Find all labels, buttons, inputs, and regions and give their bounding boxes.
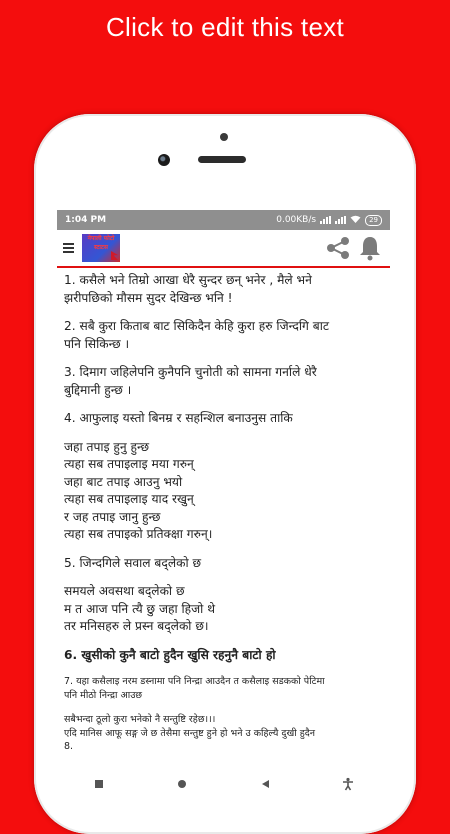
accessibility-icon[interactable] — [336, 772, 360, 796]
network-speed: 0.00KB/s — [276, 215, 317, 225]
status-line: त्यहा सब तपाइलाइ मया गरुन् — [64, 457, 194, 471]
status-line: पनि मीठो निन्द्रा आउछ — [64, 689, 143, 701]
signal-2-icon — [335, 216, 346, 224]
status-item-2[interactable] — [64, 318, 382, 353]
status-line: जहा बाट तपाइ आउनु भयो — [64, 474, 183, 489]
status-line: 4. आफुलाइ यस्तो बिनम्र र सहन्शिल बनाउनुस ताकि — [64, 411, 293, 425]
status-bar — [57, 210, 390, 230]
status-item-6[interactable] — [64, 647, 382, 665]
status-line: 3. दिमाग जहिलेपनि कुनैपनि चुनोती को सामना गर्नाले धेरै — [64, 365, 317, 379]
status-line: एदि मानिस आफू सङ्ग जे छ तेसैमा सन्तुष्ट हुने हो भने उ कहिल्यै दुखी हुदैन — [64, 727, 316, 739]
signal-icon — [320, 216, 331, 224]
status-line: 6. खुसीको कुनै बाटो हुदैन खुसि रहनुनै बाटो हो — [64, 647, 276, 662]
nepal-flag-icon — [111, 251, 118, 260]
status-line: 7. यहा कसैलाइ नरम डस्नामा पनि निन्द्रा आउदैन त कसैलाइ सडकको पेटिमा — [64, 676, 325, 687]
app-bar — [57, 230, 390, 268]
status-line: 1. कसैले भने तिम्रो आखा धेरै सुन्दर छन् भनेर , मैले भने — [64, 273, 312, 287]
status-line: समयले अवसथा बद्लेको छ — [64, 584, 185, 598]
status-line: तर मनिसहरु ले प्रस्न बद्लेको छ। — [64, 619, 209, 633]
status-line: त्यहा सब तपाइको प्रतिक्क्षा गरुन्। — [64, 527, 213, 541]
system-nav-bar — [57, 768, 390, 800]
status-item-3[interactable] — [64, 364, 382, 399]
status-line: सबैभन्दा ठूलो कुरा भनेको नै सन्तुष्टि रहेछ।।। — [64, 714, 216, 725]
status-item-4[interactable] — [64, 410, 382, 428]
back-icon[interactable] — [253, 772, 277, 796]
status-line: 2. सबै कुरा किताब बाट सिकिदैन केहि कुरा हरु जिन्दगि बाट — [64, 319, 330, 333]
sensor-icon — [220, 133, 228, 141]
status-list — [57, 268, 390, 754]
phone-screen — [57, 210, 390, 800]
status-line: 8. — [64, 741, 74, 752]
square-icon[interactable] — [87, 772, 111, 796]
camera-icon — [158, 154, 170, 166]
status-line: पनि सिकिन्छ । — [64, 336, 130, 351]
status-line: म त आज पनि त्यै छु जहा हिजो थे — [64, 601, 216, 616]
share-icon[interactable] — [324, 234, 352, 262]
wifi-icon — [350, 215, 361, 226]
status-line: 5. जिन्दगिले सवाल बद्लेको छ — [64, 555, 202, 570]
app-logo[interactable] — [82, 234, 120, 262]
app-logo-text: नेपाली फोटो स्टाटस — [87, 235, 115, 251]
battery-icon: 29 — [365, 215, 382, 226]
speaker-grille — [198, 156, 246, 163]
status-item-1[interactable] — [64, 272, 382, 307]
status-line: झरीपछिको मौसम सुदर देखिन्छ भनि ! — [64, 290, 233, 305]
status-item-5[interactable] — [64, 555, 382, 573]
status-item-7[interactable] — [64, 675, 382, 702]
status-line: बुद्दिमानी हुन्छ । — [64, 382, 132, 397]
promo-title[interactable]: Click to edit this text — [105, 12, 345, 42]
status-line: जहा तपाइ हुनु हुन्छ — [64, 439, 150, 454]
status-line: र जह तपाइ जानु हुन्छ — [64, 509, 161, 524]
status-time: 1:04 PM — [65, 215, 107, 225]
status-line: त्यहा सब तपाइलाइ याद रखुन् — [64, 492, 194, 506]
menu-icon[interactable] — [57, 230, 79, 266]
status-item-4-poem[interactable] — [64, 439, 382, 544]
status-item-8[interactable] — [64, 713, 382, 754]
circle-icon[interactable] — [170, 772, 194, 796]
bell-icon[interactable] — [356, 234, 384, 262]
status-item-5-poem[interactable] — [64, 583, 382, 636]
